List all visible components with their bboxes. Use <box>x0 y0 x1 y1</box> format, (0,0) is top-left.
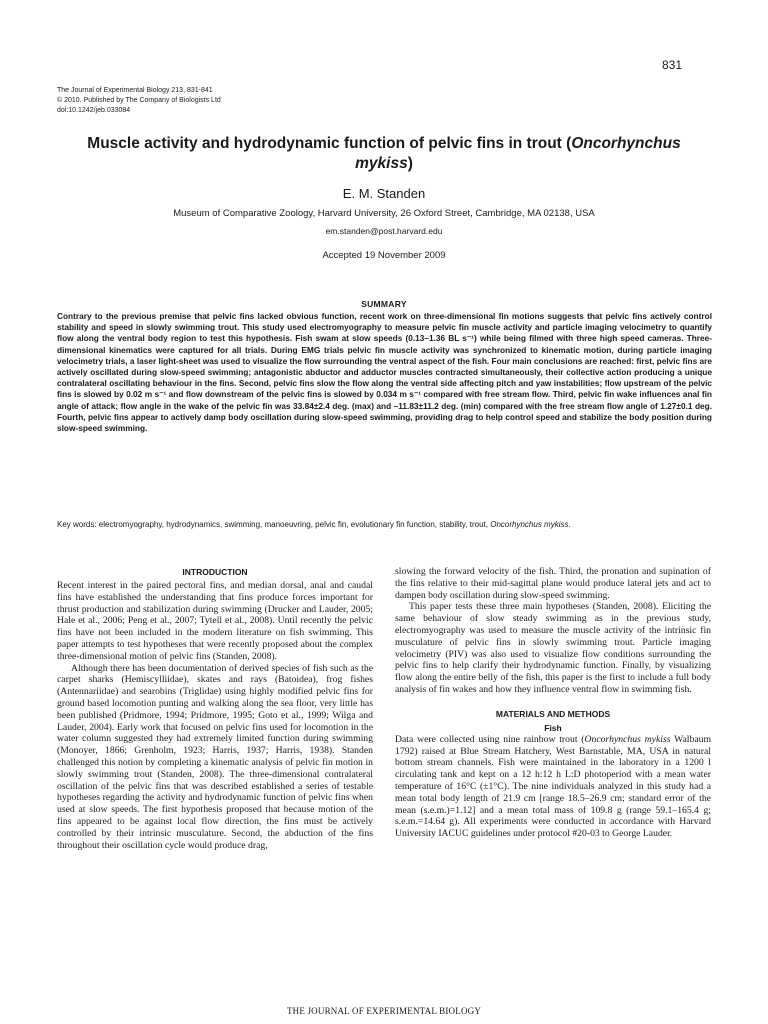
keywords <box>57 519 717 530</box>
page-number: 831 <box>661 58 682 72</box>
methods-text-start: Data were collected using nine rainbow trout ( <box>395 733 585 745</box>
journal-citation-header <box>57 86 457 116</box>
right-column <box>395 566 711 840</box>
fish-subheading: Fish <box>544 722 562 733</box>
journal-footer: THE JOURNAL OF EXPERIMENTAL BIOLOGY <box>286 1006 482 1016</box>
introduction-heading: INTRODUCTION <box>182 567 248 577</box>
summary-heading: SUMMARY <box>361 299 407 309</box>
methods-heading: MATERIALS AND METHODS <box>495 708 611 719</box>
keywords-end: . <box>568 520 571 529</box>
author-affiliation: Museum of Comparative Zoology, Harvard University, 26 Oxford Street, Cambridge, MA 02138, USA <box>173 208 595 219</box>
paragraph: This paper tests these three main hypotheses (Standen, 2008). Eliciting the same behaviour of slow steady swimming as in the previous study, electromyography was used to measure the muscle activity of the intrinsic fin musculature of pelvic fins in slowly swimming trout. Particle imaging velocimetry (PIV) was also used to visualize flow conditions surrounding the pelvic fins to help clarify their hydrodynamic function. Finally, by visualizing flow along the entire belly of the fish, this paper is the first to include a full body analysis of fin wakes and how they influence ventral flow in swimming fish. <box>395 601 711 695</box>
citation-line: The Journal of Experimental Biology 213, 831-841 <box>57 87 213 94</box>
article-title <box>57 134 711 174</box>
doi-line: doi:10.1242/jeb.033084 <box>57 107 131 114</box>
keywords-species: Oncorhynchus mykiss <box>490 520 569 529</box>
paragraph: Recent interest in the paired pectoral fins, and median dorsal, anal and caudal fins have established the understanding that fins produce forces important for thrust production and stabilization during swimming (Drucker and Lauder, 2005; Hale et al., 2006; Peng et al., 2007; Tytell et al., 2008). Until recently the pelvic fins have not been included in the modern literature on fish swimming. This paper attempts to test hypotheses that were recently proposed about the complex three-dimensional motion of pelvic fins (Standen, 2008). <box>57 580 373 662</box>
title-species: Oncorhynchus mykiss <box>355 135 681 172</box>
paragraph: slowing the forward velocity of the fish. Third, the pronation and supination of the fins relative to their mid-sagittal plane would produce lateral jets and act to dampen body oscillation during slow-speed swimming. <box>395 566 711 601</box>
title-close: ) <box>407 155 413 172</box>
title-main: Muscle activity and hydrodynamic function of pelvic fins in trout ( <box>87 135 572 152</box>
author-email[interactable]: em.standen@post.harvard.edu <box>325 226 443 236</box>
summary-text: Contrary to the previous premise that pelvic fins lacked obvious function, recent work on three-dimensional fin motions suggests that pelvic fins actively control stability and speed in slowly swimming trout. This study used electromyography to measure pelvic fin muscle activity and particle imaging velocimetry to quantify flow along the ventral body region to test this hypothesis. Fish swam at slow speeds (0.13–1.36 BL s⁻¹) while being filmed with three high speed cameras. Three-dimensional kinematics were captured for all trials. During EMG trials pelvic fin muscle activity was synchronized to kinematic motion, during particle imaging velocimetry trials, a laser light-sheet was used to visualize the flow surrounding the ventral aspect of the fish. Four main conclusions are reached: first, pelvic fins are actively oscillated during slow-speed swimming; antagonistic abductor and adductor muscles contracted simultaneously, their collective action producing a unique contralateral oscillating behaviour in the fins. Second, pelvic fins slow the flow along the ventral side affecting pitch and yaw instabilities; flow upstream of the pelvic fins is slowed by 0.02 m s⁻¹ and flow downstream of the pelvic fins is slowed by 0.034 m s⁻¹ compared with free stream flow. Third, pelvic fin wake influences anal fin angle of attack; flow angle in the wake of the pelvic fin was 33.84±2.4 deg. (max) and –11.83±11.2 deg. (min) compared with the free stream flow angle of 1.27±0.1 deg. Fourth, pelvic fins appear to actively damp body oscillation during slow-speed swimming, providing drag to help control speed and stabilize the body position during slow-speed swimming. <box>57 311 712 434</box>
methods-text-rest: Walbaum 1792) raised at Blue Stream Hatchery, West Barnstable, MA, USA in natural bottom stream channels. Fish were maintained in the laboratory in a 1200 l circulating tank and kept on a 12 h:12 h L:D photoperiod with a mean water temperature of 16°C (±1°C). The nine individuals analyzed in this study had a mean total body length of 21.9 cm [range 18.5–26.9 cm; standard error of the mean (s.e.m.)=1.12] and a mean total mass of 109.8 g (range 59.1–165.4 g; s.e.m.=14.64 g). All experiments were conducted in accordance with Harvard University IACUC guidelines under protocol #20-03 to George Lauder. <box>395 733 711 840</box>
methods-species: Oncorhynchus mykiss <box>584 733 671 745</box>
paragraph: Although there has been documentation of derived species of fish such as the carpet sharks (Hemiscylliidae), skates and rays (Batoidea), frog fishes (Antennariidae) and searobins (Triglidae) using highly modified pelvic fins for ground based locomotion punting and walking along the sea floor, very little has been published (Pridmore, 1994; Pridmore, 1995; Goto et al., 1999; Wilga and Lauder, 2004). Early work that focused on pelvic fins used for locomotion in the water column suggested they had extremely limited function during swimming (Monoyer, 1866; Grenholm, 1923; Harris, 1937; Harris, 1938). Standen challenged this notion by completing a kinematic analysis of pelvic fin motion in slowly swimming trout (Standen, 2008). The three-dimensional contralateral oscillation of the pelvic fins that was described established a series of testable hypotheses regarding the activity and hydrodynamic function of pelvic fins when used at slow speeds. The first hypothesis proposed that because motion of the fins appeared to be against local flow direction, the fins must be actively controlled by their intrinsic musculature. Second, the abduction of the fins throughout their oscillation cycle would produce drag, <box>57 662 373 851</box>
copyright-line: © 2010. Published by The Company of Biologists Ltd <box>57 97 221 104</box>
spacer <box>395 696 711 708</box>
paragraph <box>395 734 711 840</box>
keywords-text: Key words: electromyography, hydrodynamics, swimming, manoeuvring, pelvic fin, evolutionary fin function, stability, trout, <box>57 520 491 529</box>
author-name: E. M. Standen <box>342 186 426 201</box>
left-column <box>57 566 373 851</box>
accepted-date: Accepted 19 November 2009 <box>322 250 446 261</box>
